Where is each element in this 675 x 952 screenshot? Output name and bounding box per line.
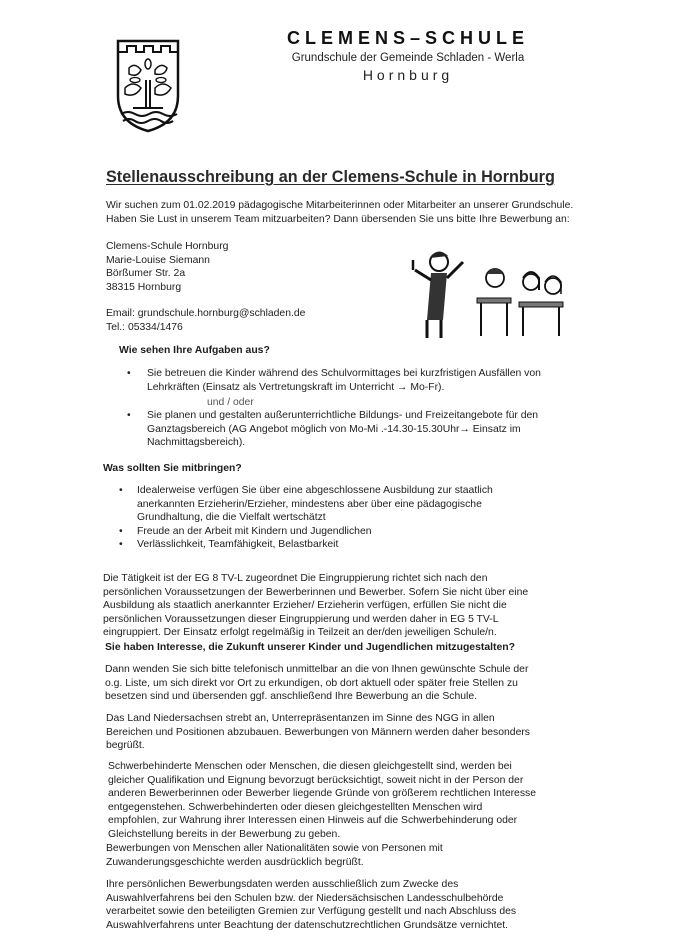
requirement-item <box>119 484 493 525</box>
nationality-line: Zuwanderungsgeschichte werden ausdrücklich begrüßt. <box>106 856 364 868</box>
equality-paragraph <box>106 712 530 753</box>
requirement-line: anerkannten Erzieherin/Erzieher, mindestens aber über eine pädagogische <box>137 498 482 510</box>
address-block <box>106 240 228 294</box>
interest-line: o.g. Liste, um sich direkt vor Ort zu erkundigen, ob dort aktuell oder später freie Stellen zu <box>105 677 518 689</box>
disability-paragraph <box>108 760 536 842</box>
pay-line: persönlichen Voraussetzungen der Bewerberinnen und Bewerber. Sofern Sie nicht über eine <box>103 586 529 598</box>
equality-line: Bereichen und Positionen abzubauen. Bewerbungen von Männern werden daher besonders <box>106 726 531 738</box>
pay-line: Die Tätigkeit ist der EG 8 TV-L zugeordnet Die Eingruppierung richtet sich nach den <box>103 573 488 584</box>
task-line: Nachmittagsbereich). <box>147 437 246 449</box>
interest-heading: Sie haben Interesse, die Zukunft unserer Kinder und Jugendlichen mitzugestalten? <box>105 642 515 653</box>
bullet-icon: • <box>119 539 123 551</box>
bullet-icon: • <box>127 368 131 379</box>
bullet-icon: • <box>119 485 123 496</box>
interest-line: besetzen sind und übersenden ggf. anschließend Ihre Bewerbung an die Schule. <box>105 691 478 703</box>
contact-block <box>106 307 305 334</box>
equality-line: Das Land Niedersachsen strebt an, Unterrepräsentanzen im Sinne des NGG in allen <box>106 713 495 724</box>
disability-line: empfohlen, zur Wahrung ihrer Interessen einen Hinweis auf die Schwerbehinderung oder <box>108 815 518 827</box>
tasks-connector: und / oder <box>207 397 254 408</box>
equality-line: begrüßt. <box>106 740 145 752</box>
requirement-line: Grundhaltung, die die Vielfalt wertschätzt <box>137 512 326 524</box>
email-link[interactable]: Email: grundschule.hornburg@schladen.de <box>106 308 306 319</box>
privacy-line: Auswahlverfahrens unter Beachtung der datenschutzrechtlichen Grundsätze vernichtet. <box>106 919 509 931</box>
intro-line: Wir suchen zum 01.02.2019 pädagogische Mitarbeiterinnen oder Mitarbeiter an unserer Grundschule. <box>106 200 574 211</box>
task-line: Lehrkräften (Einsatz als Vertretungskraft im Unterricht → Mo-Fr). <box>147 381 445 393</box>
requirements-list <box>119 484 493 552</box>
interest-paragraph <box>105 663 528 704</box>
requirement-line: Verlässlichkeit, Teamfähigkeit, Belastbarkeit <box>137 539 339 551</box>
tasks-heading: Wie sehen Ihre Aufgaben aus? <box>119 345 270 356</box>
interest-line: Dann wenden Sie sich bitte telefonisch unmittelbar an die von Ihnen gewünschte Schule der <box>105 664 529 675</box>
school-city: Hornburg <box>362 67 454 83</box>
requirements-heading: Was sollten Sie mitbringen? <box>103 463 242 474</box>
requirement-item <box>119 538 493 552</box>
pay-line: Ausbildung als staatlich anerkannter Erzieher/ Erzieherin verfügen, erfüllen Sie nicht die <box>103 600 507 612</box>
phone-number: Tel.: 05334/1476 <box>106 321 183 333</box>
classroom-illustration-icon <box>403 240 568 340</box>
privacy-paragraph <box>106 878 516 932</box>
address-line: 38315 Hornburg <box>106 281 182 293</box>
task-line: Sie planen und gestalten außerunterrichtliche Bildungs- und Freizeitangebote für den <box>147 410 539 421</box>
privacy-line: Ihre persönlichen Bewerbungsdaten werden ausschließlich zum Zwecke des <box>106 879 459 890</box>
disability-line: Gleichstellung bereits in der Bewerbung zu geben. <box>108 828 341 840</box>
coat-of-arms-icon <box>115 38 181 134</box>
task-item <box>127 367 541 394</box>
address-line: Börßumer Str. 2a <box>106 268 186 280</box>
task-line: Sie betreuen die Kinder während des Schulvormittages bei kurzfristigen Ausfällen von <box>147 368 541 379</box>
bullet-icon: • <box>127 410 131 421</box>
requirement-line: Freude an der Arbeit mit Kindern und Jugendlichen <box>137 525 372 537</box>
disability-line: gleicher Qualifikation und Eignung bevorzugt berücksichtigt, soweit nicht in der Person der <box>108 774 524 786</box>
nationality-paragraph <box>106 842 443 869</box>
task-item <box>127 409 538 450</box>
document-title: Stellenausschreibung an der Clemens-Schule in Hornburg <box>106 168 555 186</box>
address-line: Marie-Louise Siemann <box>106 254 210 266</box>
privacy-line: Auswahlverfahrens bei den Schulen bzw. der Niedersächsischen Landesschulbehörde <box>106 892 504 904</box>
privacy-line: verarbeitet sowie den beteiligten Gremien zur Verfügung gestellt und nach Abschluss des <box>106 906 517 918</box>
pay-paragraph <box>103 572 528 640</box>
bullet-icon: • <box>119 525 123 537</box>
task-line: Ganztagsbereich (AG Angebot möglich von Mo-Mi .-14.30-15.30Uhr→ Einsatz im <box>147 423 521 435</box>
requirement-line: Idealerweise verfügen Sie über eine abgeschlossene Ausbildung zur staatlich <box>137 485 493 496</box>
requirement-item <box>119 525 493 539</box>
intro-paragraph <box>106 199 573 226</box>
nationality-line: Bewerbungen von Menschen aller Nationalitäten sowie von Personen mit <box>106 843 443 854</box>
pay-line: eingruppiert. Der Einsatz erfolgt regelmäßig in Teilzeit an der/den jeweiligen Schule/n. <box>103 627 497 639</box>
school-name: CLEMENS–SCHULE <box>286 28 530 48</box>
address-line: Clemens-Schule Hornburg <box>106 241 229 252</box>
school-subtitle: Grundschule der Gemeinde Schladen - Werla <box>291 52 525 64</box>
disability-line: entgegenstehen. Schwerbehinderten oder diesen gleichgestellten Menschen wird <box>108 801 483 813</box>
disability-line: Schwerbehinderte Menschen oder Menschen, die diesen gleichgestellt sind, werden bei <box>108 761 512 772</box>
disability-line: anderen Bewerberinnen oder Bewerber liegende Gründe von größerem rechtlichen Interesse <box>108 788 536 800</box>
pay-line: persönlichen Voraussetzungen dieser Eingruppierung und werden daher in EG 5 TV-L <box>103 613 499 625</box>
intro-line: Haben Sie Lust in unserem Team mitzuarbeiten? Dann übersenden Sie uns bitte Ihre Bewerbung an: <box>106 213 570 225</box>
